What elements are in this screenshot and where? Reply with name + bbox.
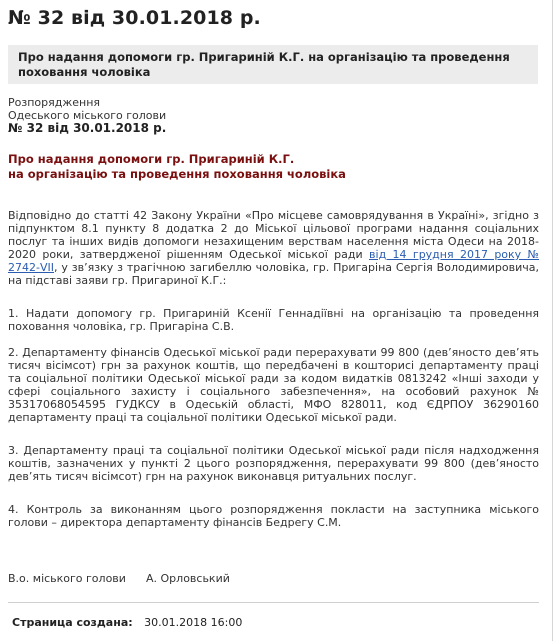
paragraph-item-2: 2. Департаменту фінансів Одеської міської ради перерахувати 99 800 (дев’яносто дев’ять тисяч вісімсот) грн за рахунок коштів, що передбачені в кошторисі департаменту праці та соціальної політики Одеської міської ради за кодом видатків 0813242 «Інші заходи у сфері соціального захисту і соціального забезпечення», на особовий рахунок № 35317068054595 ГУДКСУ в Одеській області, МФО 828011, код ЄДРПОУ 36290160 департаменту праці та соціальної політики Одеської міської ради. — [8, 346, 539, 424]
paragraph-preamble — [8, 209, 539, 287]
heading-line-1: Про надання допомоги гр. Пригариній К.Г. — [8, 152, 295, 166]
signature-name: А. Орловський — [146, 572, 230, 585]
preamble-text-start: Відповідно до статті 42 Закону України «Про місцеве самоврядування в Україні», згідно з підпунктом 8.1 пункту 8 додатка 2 до Міської цільової програми надання соціальних послуг та інших видів допомоги незахищеним верствам населення міста Одеси на 2018-2020 роки, затвердженої рішенням Одеської міської ради — [8, 209, 539, 261]
preamble-text-end: , у зв’язку з трагічною загибеллю чоловіка, гр. Пригаріна Сергія Володимировича, на підставі заяви гр. Пригариної К.Г.: — [8, 261, 539, 287]
summary-banner: Про надання допомоги гр. Пригариній К.Г. на організацію та проведення поховання чоловіка — [8, 45, 538, 84]
created-value: 30.01.2018 16:00 — [144, 616, 243, 629]
issuer: Одеського міського голови — [8, 109, 167, 122]
page-title: № 32 від 30.01.2018 р. — [8, 7, 261, 29]
page-footer — [12, 616, 242, 629]
heading-line-2: на організацію та проведення поховання чоловіка — [8, 167, 346, 181]
doc-number: № 32 від 30.01.2018 р. — [8, 121, 167, 135]
paragraph-item-3: 3. Департаменту праці та соціальної політики Одеської міської ради після надходження коштів, зазначених у пункті 2 цього розпорядження, перерахувати 99 800 (дев’яносто дев’ять тисяч вісімсот) грн на рахунок виконавця ритуальних послуг. — [8, 444, 539, 483]
document-heading — [8, 152, 408, 182]
doc-type: Розпорядження — [8, 96, 101, 109]
paragraph-item-1: 1. Надати допомогу гр. Пригариній Ксенії Геннадіївні на організацію та проведення поховання чоловіка, гр. Пригаріна С.В. — [8, 307, 539, 333]
created-label: Страница создана: — [12, 616, 133, 629]
document-meta — [8, 96, 166, 135]
footer-divider — [8, 602, 539, 603]
paragraph-item-4: 4. Контроль за виконанням цього розпорядження покласти на заступника міського голови – директора департаменту фінансів Бедрегу С.М. — [8, 503, 539, 529]
signature-role: В.о. міського голови — [8, 572, 126, 585]
decision-link[interactable]: від 14 грудня 2017 року № 2742-VII — [8, 248, 539, 274]
